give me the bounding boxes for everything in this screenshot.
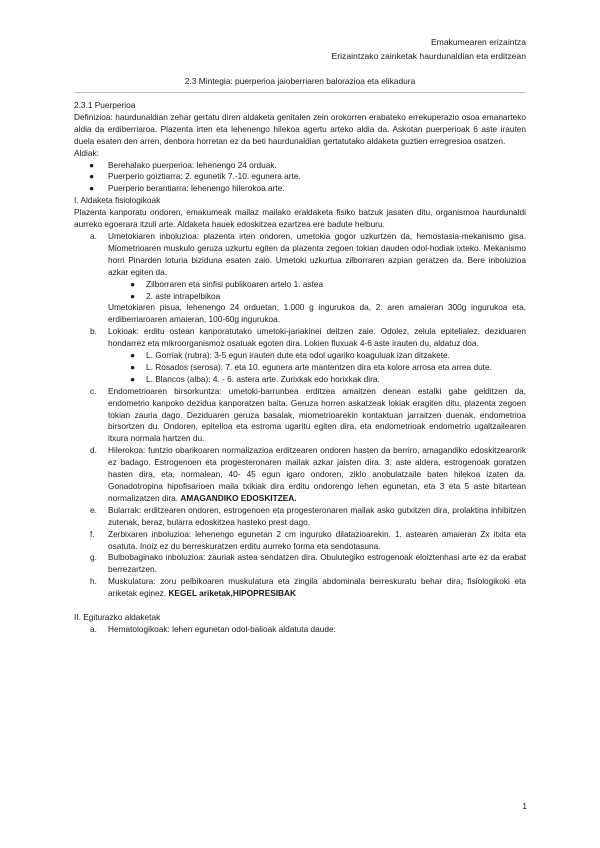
- bullet-icon: ●: [130, 350, 136, 361]
- sub-list-item: ● 2. aste intrapelbikoa: [130, 290, 221, 301]
- bullet-icon: ●: [130, 278, 136, 289]
- list-item: e. Bularrak: erditzearen ondoren, estrogenoen eta progesteronaren mailak asko gutxitzen dira, prolaktina inhibitzen zutenak, beraz, bularra edoskitzea hasteko prest dago.: [90, 504, 526, 527]
- bullet-icon: ●: [89, 159, 95, 170]
- list-item: h. Muskulatura: zoru pelbikoaren muskulatura eta zingila abdominala berreskuratu behar dira, fisiologikoki eta ariketak eginez. KEGEL ariketak,HIPOPRESIBAK: [90, 576, 526, 599]
- list-item: b. Lokioak: erditu ostean kanporatutako umetoki-jariakinei deitzen zaie. Odolez, zelula epitelialez, deziduaren hondarrez eta mikroorganismoz osatuak egoten dira. Lokien fluxuak 4-6 aste irauten du, aldatuz doa.: [90, 326, 526, 349]
- emphasis-text: KEGEL ariketak,HIPOPRESIBAK: [168, 588, 297, 599]
- phase-item: ● Puerperio goiztiarra: 2. egunetik 7.-10. egunera arte.: [89, 171, 301, 182]
- definition-paragraph: Definizioa: haurdunaldian zehar gertatu diren aldaketa genitalen zein orokorren erabateko errekuperazio osoa emanarteko aldia da erdiberriaroa. Plazenta irten eta lehenengo hilekoa agertu arteko aldia da. Askotan puerperioak 6 aste irauten duela esaten den arren, denbora horretan ez da beti haurdunaldian gertatutako aldaketa guztien erregresioa osatzen.: [74, 111, 526, 146]
- bullet-icon: ●: [130, 373, 136, 384]
- header-course-title: Emakumearen erizaintza: [430, 37, 526, 47]
- emphasis-text: AMAGANDIKO EDOSKITZEA.: [180, 492, 297, 503]
- seminar-subtitle: 2.3 Mintegia: puerperioa jaioberriaren balorazioa eta elikadura: [184, 76, 416, 86]
- spacer: [74, 600, 526, 612]
- bullet-icon: ●: [89, 171, 95, 182]
- sub-list-item: ● L. Rosados (serosa): 7. eta 10. egunera arte mantentzen dira eta kolore arrosa eta arrea dute.: [130, 361, 492, 372]
- bullet-icon: ●: [130, 361, 136, 372]
- phase-item: ● Berehalako puerperioa: lehenengo 24 orduak.: [89, 159, 277, 170]
- phase-item: ● Puerperio berantiarra: lehenengo hilerokoa arte.: [89, 183, 285, 194]
- section-title: 2.3.1 Puerperioa: [74, 100, 136, 110]
- part1-title: I. Aldaketa fisiologikoak: [74, 195, 161, 206]
- bullet-icon: ●: [89, 183, 95, 194]
- list-item: f. Zerbixaren inboluzioa: lehenengo egunetan 2 cm inguruko dilatazioarekin. 1. astearen amaieran Zx itxita eta osatuta. Inoiz ez du berreskuratzen erditu aurreko forma eta sendotasuna.: [90, 528, 526, 551]
- part1-intro: Plazenta kanporatu ondoren, emakumeak mailaz mailako eraldaketa fisiko batzuk jasaten ditu, organismoa haurdunaldi aurreko egoerara itzuli arte. Aldaketa hauek edoskitzea ezartzea ere badute helburu.: [74, 207, 526, 230]
- sub-list-item: ● L. Gorriak (rubra): 3-5 egun irauten dute eta odol ugariko koaguluak izan ditzakete.: [130, 350, 450, 361]
- sub-list-item: ● L. Blancos (alba): 4. - 6. astera arte. Zurixkak edo horixkak dira.: [130, 373, 380, 384]
- part2-title: II. Egiturazko aldaketak: [74, 612, 161, 623]
- bullet-icon: ●: [130, 290, 136, 301]
- header-module-title: Erizaintzako zainketak haurdunaldian eta erditzean: [331, 51, 526, 61]
- list-item: a. Umetokiaren inboluzioa: plazenta irten ondoren, umetokia gogor uzkurtzen da, hemostasia-mekanismo gisa. Miometrioaren muskulo geruza uzkurtu egiten da plazenta zegoen tokian dauden odol-hodiak ixteko. Mekanismo horri Pinarden loturia biziduna esaten zaio. Umetoki uzkurtua zilborraren azpian geratzen da. Bere inboluzioa azkar egiten da.: [90, 230, 526, 277]
- sub-list-item: ● Zilborraren eta sinfisi publikoaren artelo 1. astea: [130, 278, 324, 289]
- header-divider: [74, 92, 526, 93]
- document-body: [74, 100, 526, 636]
- list-item: c. Endometrioaren birsorkuntza: umetoki-barrunbea erditzea amaitzen denean estalki gabe gelditzen da, endometrio kanpoko dezidua kanporatzen baita. Geruza horren askatzeak lokiak eragiten ditu, plazenta zegoen tokian zauria dago. Deziduaren geruza basalak, miometrioarekin kontaktuan jarraitzen duenak, endometrioa birsortzen du. Ondoren, epitelioa eta estroma ugaritu egiten dira, eta endometrioak endometrio ugaltzailearen itxura normala hartzen du.: [90, 385, 526, 444]
- page-number: 1: [522, 801, 527, 811]
- list-item: a. Hematologikoak: lehen egunetan odol-balioak aldatuta daude:: [90, 623, 336, 634]
- list-item: g. Bulbobaginako inboluzioa: zauriak astea sendatzen dira. Obulutegiko estrogenoak eloiztenhasi arte ez da erabat berrezartzen.: [90, 552, 526, 575]
- list-item: d. Hilerokoa: funtzio obarikoaren normalizazioa erditzearen ondoren hasten da berriro, amagandiko edoskitzearorik ez badago. Estrogenoen eta progesteronaren mailak azkar jaisten dira. 3. aste aldera, estrogenoak goratzen hasten dira, eta, normalean, 40- 45 egun igaro ondoren, ziklo anobulatzaile baten hilekoa izaten da. Gonadotropina hipofisarioen maila txikiak dira erditu ondorengo lehen egunetan, eta 3 eta 5 aste bitartean normalizatzen dira. AMAGANDIKO EDOSKITZEA.: [90, 445, 526, 503]
- uterus-weight-note: Umetokiaren pisua, lehenengo 24 orduetan, 1.000 g ingurukoa da, 2. aren amaieran 300g ingurukoa eta, erdiberriaroaren amaieran, 100-60g ingurukoa.: [108, 302, 526, 325]
- phases-label: Aldiak:: [74, 147, 99, 158]
